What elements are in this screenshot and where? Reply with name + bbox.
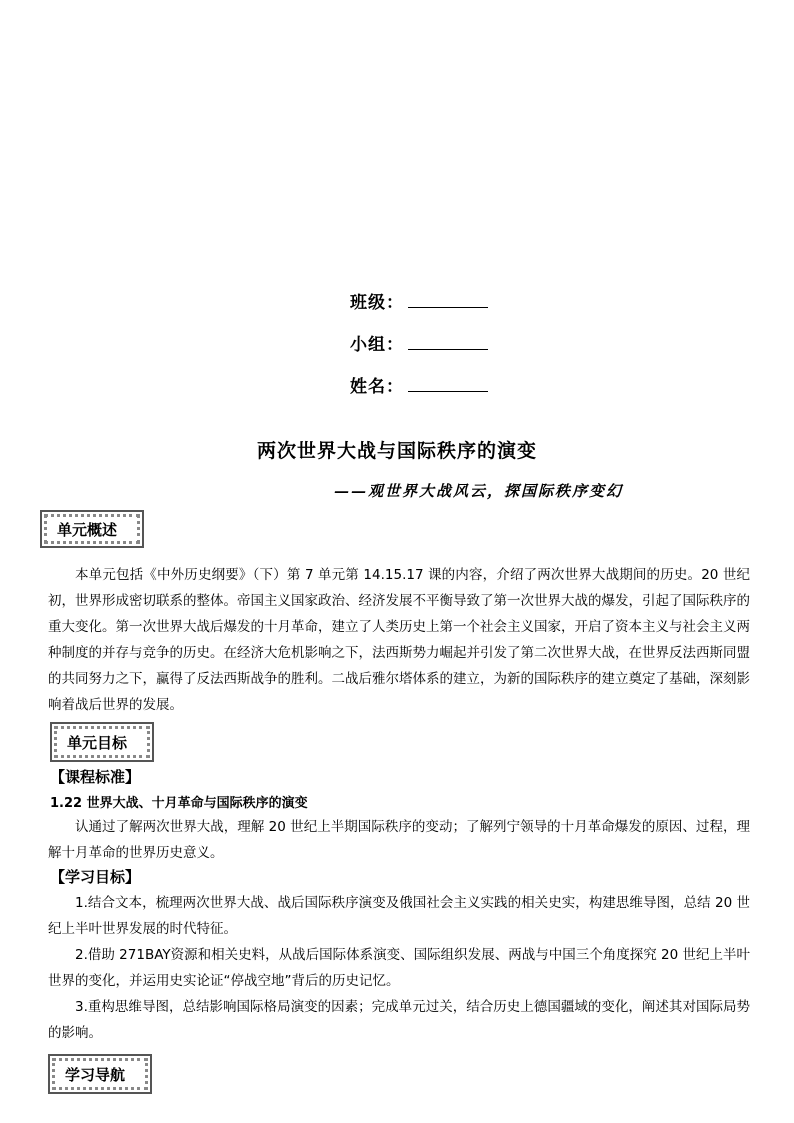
learning-goals-heading: 【学习目标】 [50, 868, 141, 886]
group-blank[interactable] [408, 335, 488, 350]
page-subtitle: ——观世界大战风云，探国际秩序变幻 [334, 482, 624, 500]
course-standard-item: 1.22 世界大战、十月革命与国际秩序的演变 [50, 796, 308, 811]
class-field [350, 288, 488, 313]
overview-paragraph: 本单元包括《中外历史纲要》（下）第 7 单元第 14.15.17 课的内容，介绍了两次世界大战期间的历史。20 世纪初，世界形成密切联系的整体。帝国主义国家政治、经济发展不平衡导致了第一次世界大战的爆发，引起了国际秩序的重大变化。第一次世界大战后爆发的十月革命，建立了人类历史上第一个社会主义国家，开启了资本主义与社会主义两种制度的并存与竞争的历史。在经济大危机影响之下，法西斯势力崛起并引发了第二次世界大战，在世界反法西斯同盟的共同努力之下，赢得了反法西斯战争的胜利。二战后雅尔塔体系的建立，为新的国际秩序的建立奠定了基础，深刻影响着战后世界的发展。 [48, 567, 750, 713]
course-standard-heading: 【课程标准】 [50, 768, 141, 786]
course-standard-text: 认通过了解两次世界大战，理解 20 世纪上半期国际秩序的变动；了解列宁领导的十月革命爆发的原因、过程，理解十月革命的世界历史意义。 [48, 819, 750, 861]
goals-section-label: 单元目标 [54, 726, 150, 758]
navigation-section-header [48, 1054, 152, 1094]
class-label: 班级： [350, 293, 404, 313]
class-blank[interactable] [408, 293, 488, 308]
goals-section-header [50, 722, 154, 762]
page-title: 两次世界大战与国际秩序的演变 [256, 440, 537, 462]
overview-section-header [40, 510, 144, 548]
learning-goal-item: 2.借助 271BAY资源和相关史料，从战后国际体系演变、国际组织发展、两战与中国三个角度探究 20 世纪上半叶世界的变化，并运用史实论证“停战空地”背后的历史记忆。 [48, 947, 750, 989]
name-blank[interactable] [408, 377, 488, 392]
learning-goal-item: 3.重构思维导图，总结影响国际格局演变的因素；完成单元过关，结合历史上德国疆域的变化，阐述其对国际局势的影响。 [48, 999, 750, 1041]
overview-section-label: 单元概述 [44, 514, 140, 544]
name-field [350, 372, 488, 397]
group-label: 小组： [350, 335, 404, 355]
name-label: 姓名： [350, 377, 404, 397]
learning-goal-item: 1.结合文本，梳理两次世界大战、战后国际秩序演变及俄国社会主义实践的相关史实，构建思维导图，总结 20 世纪上半叶世界发展的时代特征。 [48, 895, 750, 937]
navigation-section-label: 学习导航 [52, 1058, 148, 1090]
group-field [350, 330, 488, 355]
